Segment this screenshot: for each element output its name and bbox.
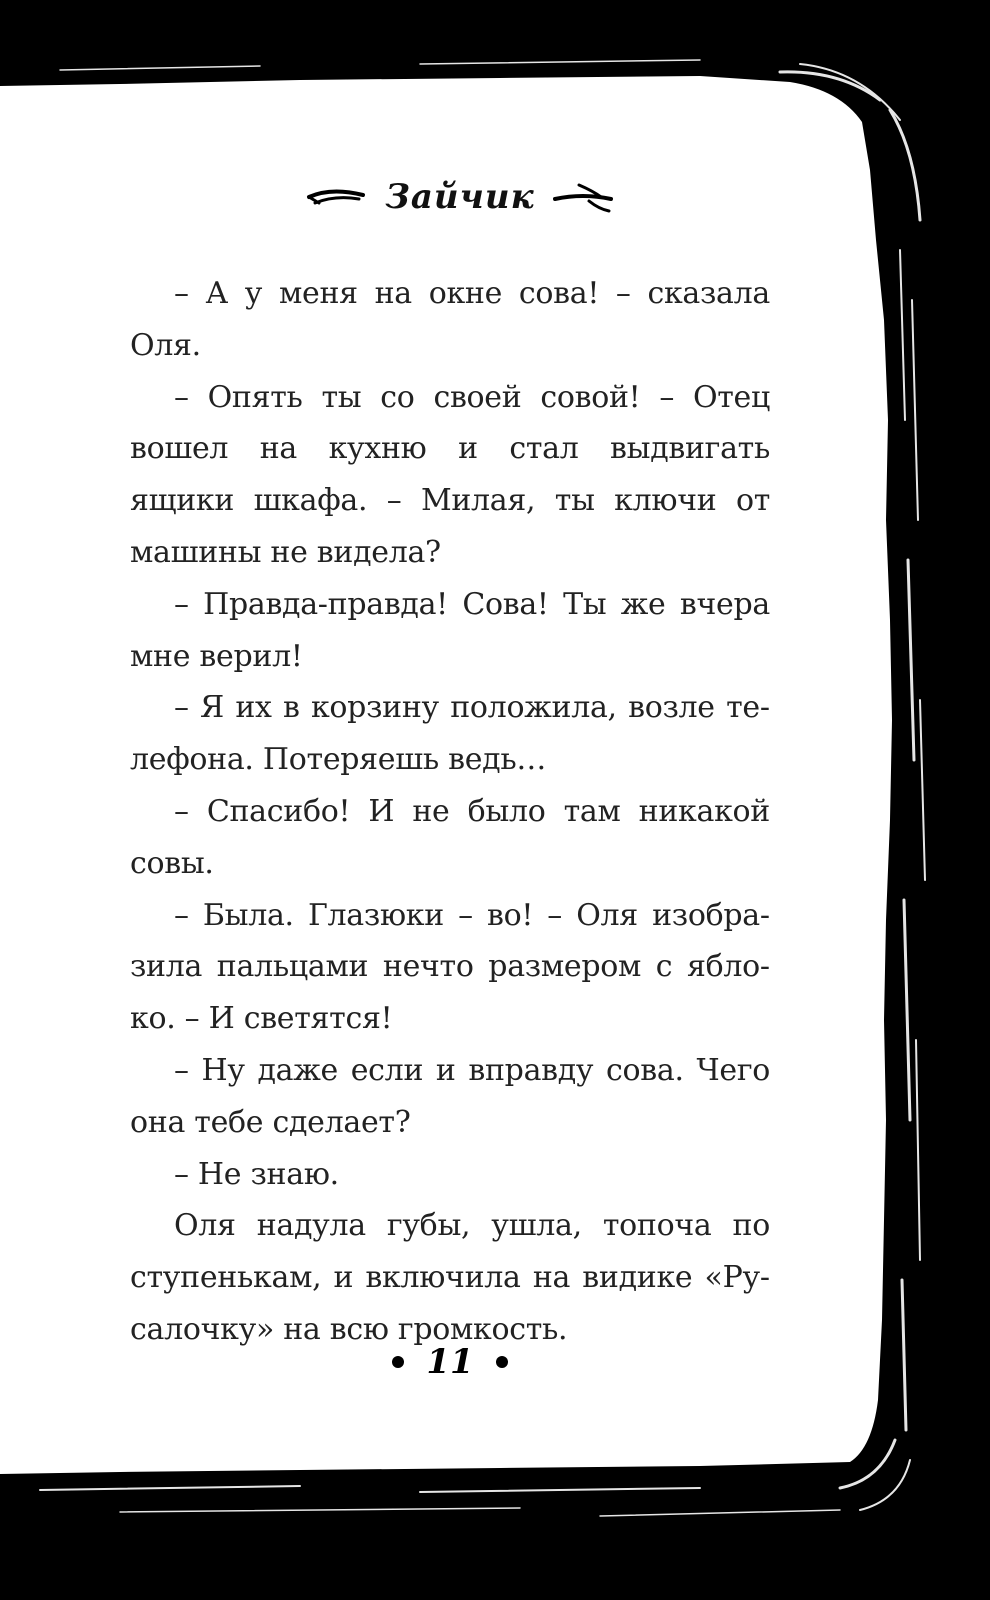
running-head xyxy=(300,172,620,222)
paragraph: – Спасибо! И не было там никакой совы. xyxy=(130,793,770,881)
bullet-icon xyxy=(392,1356,404,1368)
paragraph: – Правда-правда! Сова! Ты же вчера мне верил! xyxy=(130,586,770,674)
body-text xyxy=(130,268,770,1356)
running-head-title: Зайчик xyxy=(385,177,535,217)
paragraph: – Опять ты со своей совой! – Отец вошел на кухню и стал выдвигать ящики шкафа. – Милая, ты ключи от машины не видела? xyxy=(130,379,770,570)
paragraph: – Не знаю. xyxy=(174,1156,339,1192)
left-ornament-icon xyxy=(301,177,371,217)
paragraph: – А у меня на окне сова! – сказала Оля. xyxy=(130,276,770,363)
page-number: 11 xyxy=(426,1342,474,1382)
paragraph: – Была. Глазюки – во! – Оля изобразила пальцами нечто размером с яблоко. – И светятся! xyxy=(130,897,770,1037)
page-number-footer xyxy=(380,1340,520,1384)
right-ornament-icon xyxy=(549,177,619,217)
bullet-icon xyxy=(496,1356,508,1368)
paragraph: – Я их в корзину положила, возле телефона. Потеряешь ведь… xyxy=(130,690,770,778)
paragraph: – Ну даже если и вправду сова. Чего она тебе сделает? xyxy=(130,1052,770,1140)
paragraph: Оля надула губы, ушла, топоча по ступенькам, и включила на видике «Русалочку» на всю громкость. xyxy=(130,1208,770,1347)
